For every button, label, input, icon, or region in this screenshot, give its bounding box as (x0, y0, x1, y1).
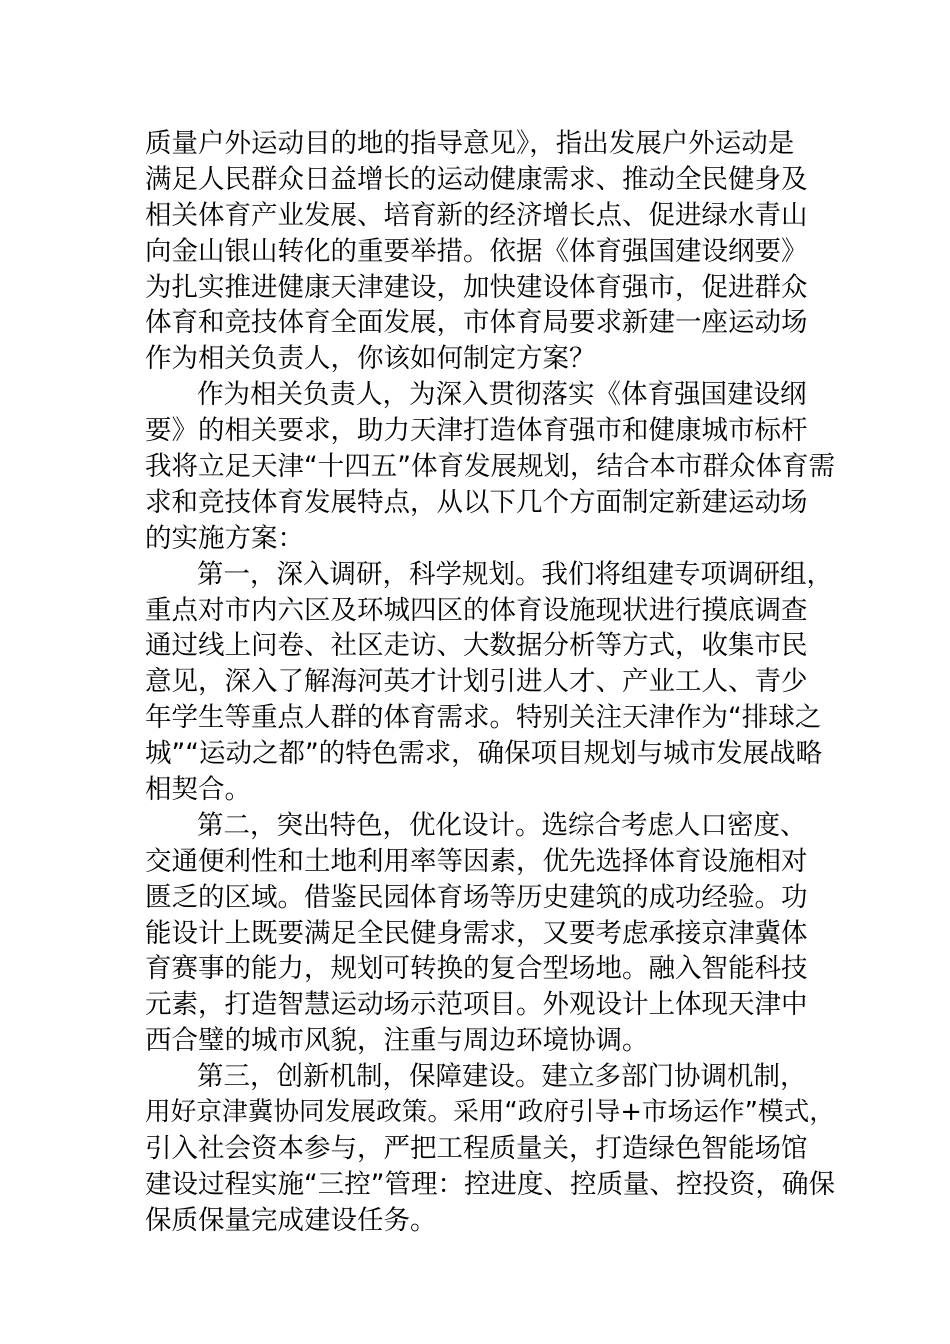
text-line: 引入社会资本参与，严把工程质量关，打造绿色智能场馆 (145, 1132, 808, 1164)
body-text (145, 126, 835, 1239)
text-line: 相契合。 (145, 774, 251, 806)
text-line: 质量户外运动目的地的指导意见》，指出发展户外运动是 (145, 128, 795, 159)
text-line: 年学生等重点人群的体育需求。特别关注天津作为“排球之 (145, 702, 822, 734)
paragraph-start-line: 第二，突出特色，优化设计。选综合考虑人口密度、 (197, 809, 807, 841)
text-line: 为扎实推进健康天津建设，加快建设体育强市，促进群众 (145, 271, 808, 303)
text-line: 作为相关负责人，你该如何制定方案？ (145, 343, 596, 375)
text-line: 我将立足天津“十四五”体育发展规划，结合本市群众体育需 (145, 451, 835, 483)
text-line: 满足人民群众日益增长的运动健康需求、推动全民健身及 (145, 163, 808, 195)
text-line: 的实施方案： (145, 522, 304, 554)
text-line: 求和竞技体育发展特点，从以下几个方面制定新建运动场 (145, 486, 808, 518)
text-line: 意见，深入了解海河英才计划引进人才、产业工人、青少 (145, 666, 808, 698)
paragraph-start-line: 作为相关负责人，为深入贯彻落实《体育强国建设纲 (197, 379, 807, 411)
text-line: 体育和竞技体育全面发展，市体育局要求新建一座运动场 (145, 307, 808, 339)
paragraph-start-line: 第三，创新机制，保障建设。建立多部门协调机制， (197, 1061, 807, 1093)
text-line: 能设计上既要满足全民健身需求，又要考虑承接京津冀体 (145, 917, 808, 949)
text-line: 要》的相关要求，助力天津打造体育强市和健康城市标杆 (145, 415, 808, 447)
text-line: 元素，打造智慧运动场示范项目。外观设计上体现天津中 (145, 989, 808, 1021)
text-line: 用好京津冀协同发展政策。采用“政府引导+市场运作”模式， (145, 1097, 835, 1128)
paragraph-start-line: 第一，深入调研，科学规划。我们将组建专项调研组， (197, 558, 833, 590)
text-line: 西合璧的城市风貌，注重与周边环境协调。 (145, 1025, 649, 1057)
text-line: 相关体育产业发展、培育新的经济增长点、促进绿水青山 (145, 199, 808, 231)
text-line: 交通便利性和土地利用率等因素，优先选择体育设施相对 (145, 845, 808, 877)
text-line: 通过线上问卷、社区走访、大数据分析等方式，收集市民 (145, 630, 808, 662)
text-line: 匮乏的区域。借鉴民园体育场等历史建筑的成功经验。功 (145, 881, 808, 913)
text-line: 向金山银山转化的重要举措。依据《体育强国建设纲要》 (145, 235, 808, 267)
text-line: 育赛事的能力，规划可转换的复合型场地。融入智能科技 (145, 953, 808, 985)
text-line: 保质保量完成建设任务。 (145, 1204, 437, 1236)
text-line: 城”“运动之都”的特色需求，确保项目规划与城市发展战略 (145, 738, 823, 770)
text-line: 重点对市内六区及环城四区的体育设施现状进行摸底调查 (145, 594, 808, 626)
text-line: 建设过程实施“三控”管理：控进度、控质量、控投资，确保 (145, 1168, 835, 1200)
